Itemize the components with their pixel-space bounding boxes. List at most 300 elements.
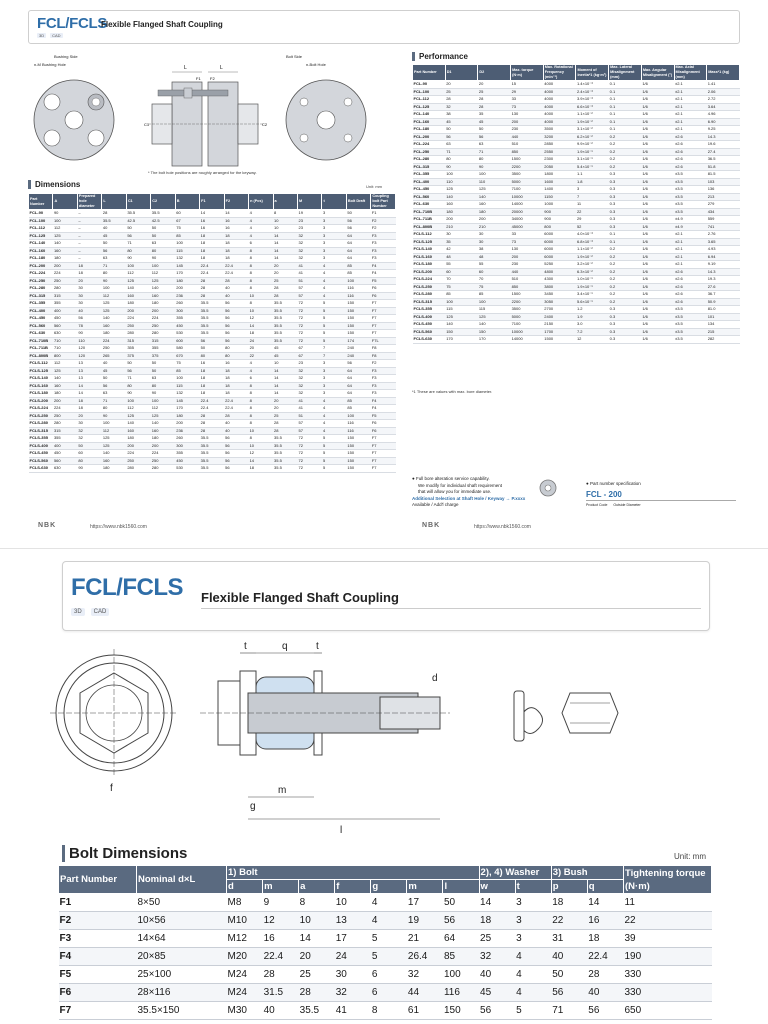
- table-cell: 140: [445, 193, 478, 201]
- table-cell: 24: [335, 948, 371, 966]
- table-cell: 21: [407, 930, 443, 948]
- table-cell: 56: [478, 133, 511, 141]
- spec-title: ● Part number specification: [586, 481, 641, 486]
- table-cell: 56: [443, 912, 479, 930]
- table-cell: 315: [151, 337, 175, 345]
- table-cell: 125: [53, 232, 77, 240]
- table-cell: 67: [297, 352, 321, 360]
- part-number-cell: FCLS-355: [413, 306, 446, 314]
- table-row: [59, 930, 712, 948]
- table-cell: 22.4: [224, 397, 248, 405]
- table-cell: 35.5: [200, 322, 224, 330]
- brand-title-zoomed: FCL/FCLS: [71, 574, 183, 601]
- part-number-cell: FCL-355: [29, 300, 53, 308]
- table-cell: 190: [624, 948, 712, 966]
- table-cell: 355: [175, 450, 199, 458]
- table-cell: 560: [53, 322, 77, 330]
- table-cell: 1800: [543, 171, 576, 179]
- table-cell: F3: [371, 232, 396, 240]
- table-cell: 35.5: [273, 435, 297, 443]
- part-number-cell: FCL-355: [413, 171, 446, 179]
- table-cell: 1/6: [641, 276, 674, 284]
- part-number-cell: FCLS-112: [413, 231, 446, 239]
- table-cell: 160: [53, 382, 77, 390]
- table-cell: 6: [249, 240, 273, 248]
- table-header: M: [297, 194, 321, 210]
- table-cell: 18: [479, 912, 515, 930]
- table-cell: 3: [322, 217, 346, 225]
- table-cell: 72: [297, 465, 321, 473]
- table-cell: 0.1: [609, 126, 642, 134]
- part-number-cell: FCLS-160: [29, 382, 53, 390]
- table-cell: 22: [624, 912, 712, 930]
- col-bolt: 1) Bolt: [227, 866, 480, 880]
- table-row: [29, 247, 396, 255]
- table-cell: 1.1: [576, 171, 609, 179]
- table-cell: F5: [371, 412, 396, 420]
- additional-selection-link[interactable]: Additional Selection at Shaft Hole / Keyway → P.xxxx: [412, 495, 526, 501]
- table-cell: F5: [371, 277, 396, 285]
- table-cell: 56: [224, 450, 248, 458]
- table-row: [413, 208, 740, 216]
- table-cell: 160: [126, 427, 150, 435]
- table-cell: 0.2: [609, 253, 642, 261]
- table-cell: 56: [102, 382, 126, 390]
- table-cell: 56: [102, 247, 126, 255]
- table-cell: 72: [297, 435, 321, 443]
- table-cell: F4: [371, 405, 396, 413]
- table-cell: 180: [102, 465, 126, 473]
- table-cell: 8: [249, 270, 273, 278]
- table-cell: 150: [346, 465, 370, 473]
- table-row: [29, 225, 396, 233]
- table-cell: 125: [102, 442, 126, 450]
- table-cell: 40: [224, 420, 248, 428]
- table-cell: 215: [707, 328, 740, 336]
- table-cell: 16: [587, 912, 623, 930]
- table-cell: ±2.1: [674, 88, 707, 96]
- table-cell: 170: [175, 405, 199, 413]
- table-cell: M8: [227, 894, 263, 912]
- table-cell: 630: [53, 330, 77, 338]
- table-row: [413, 261, 740, 269]
- table-cell: 3: [515, 912, 551, 930]
- table-cell: 40: [102, 225, 126, 233]
- table-row: [29, 240, 396, 248]
- table-cell: 29: [511, 88, 544, 96]
- table-cell: 0.3: [609, 336, 642, 344]
- table-cell: 28: [224, 277, 248, 285]
- table-cell: 45: [479, 984, 515, 1002]
- footer-url-left[interactable]: https://www.nbk1560.com: [90, 524, 147, 530]
- table-cell: 57: [297, 292, 321, 300]
- bolt-side-section: [200, 653, 450, 819]
- table-cell: 4: [249, 367, 273, 375]
- table-cell: 280: [53, 420, 77, 428]
- table-cell: 279: [707, 201, 740, 209]
- table-row: [413, 171, 740, 179]
- table-header: Bolt Draft: [346, 194, 370, 210]
- table-row: [413, 298, 740, 306]
- spec-label-product-code: Product Code: [586, 503, 608, 507]
- table-cell: 85: [346, 270, 370, 278]
- table-cell: 600: [175, 337, 199, 345]
- table-cell: 19: [407, 912, 443, 930]
- table-cell: 32: [297, 255, 321, 263]
- table-cell: 140: [53, 240, 77, 248]
- part-number-cell: FCL-224: [413, 141, 446, 149]
- table-cell: 200: [445, 216, 478, 224]
- table-header: Max. Lateral Misalignment (mm): [609, 65, 642, 81]
- table-cell: ±2.6: [674, 141, 707, 149]
- table-header: A: [53, 194, 77, 210]
- table-cell: 112: [102, 292, 126, 300]
- table-cell: 200: [53, 397, 77, 405]
- table-cell: 250: [126, 457, 150, 465]
- table-cell: 32: [77, 427, 101, 435]
- table-cell: 0.1: [609, 96, 642, 104]
- table-cell: 50: [151, 232, 175, 240]
- table-cell: 18: [587, 930, 623, 948]
- table-cell: 8: [273, 210, 297, 218]
- table-cell: 280: [126, 330, 150, 338]
- table-cell: 5: [322, 315, 346, 323]
- table-cell: 2.4×10⁻³: [576, 88, 609, 96]
- table-cell: 60: [478, 268, 511, 276]
- table-cell: F3: [371, 240, 396, 248]
- table-cell: –: [77, 232, 101, 240]
- table-cell: 64: [346, 382, 370, 390]
- table-cell: 4: [322, 270, 346, 278]
- table-cell: 2150: [543, 321, 576, 329]
- table-row: [29, 412, 396, 420]
- col-part-number: Part Number: [59, 866, 137, 894]
- table-cell: 35.5: [273, 442, 297, 450]
- table-cell: 6.8×10⁻³: [576, 238, 609, 246]
- table-cell: 280: [151, 330, 175, 338]
- table-cell: 0.1: [609, 81, 642, 89]
- table-cell: 112: [151, 270, 175, 278]
- part-number-cell: FCL-315: [413, 163, 446, 171]
- table-cell: 3500: [511, 171, 544, 179]
- table-cell: 710: [53, 337, 77, 345]
- table-cell: ±3.5: [674, 336, 707, 344]
- table-cell: 440: [511, 268, 544, 276]
- table-cell: 150: [346, 322, 370, 330]
- table-cell: –: [77, 240, 101, 248]
- table-header: Prepared hole diameter: [77, 194, 101, 210]
- table-cell: 224: [151, 450, 175, 458]
- table-cell: ±2.1: [674, 261, 707, 269]
- part-number-cell: FCL-560: [413, 193, 446, 201]
- table-row: [29, 375, 396, 383]
- table-cell: ±2.6: [674, 163, 707, 171]
- table-row: [413, 81, 740, 89]
- table-cell: M12: [227, 930, 263, 948]
- table-row: [29, 442, 396, 450]
- table-row: [29, 255, 396, 263]
- table-cell: 1/6: [641, 126, 674, 134]
- table-cell: 300: [175, 442, 199, 450]
- table-row: [413, 88, 740, 96]
- tag-cad[interactable]: CAD: [52, 33, 61, 38]
- table-cell: F2: [371, 217, 396, 225]
- table-cell: 160: [126, 292, 150, 300]
- table-cell: 50: [346, 210, 370, 218]
- part-number-cell: FCLS-400: [29, 442, 53, 450]
- table-cell: 22: [576, 208, 609, 216]
- table-cell: ±2.1: [674, 246, 707, 254]
- table-cell: 35.5: [273, 307, 297, 315]
- table-header: D1: [445, 65, 478, 81]
- table-cell: 28: [200, 277, 224, 285]
- table-cell: 22.4: [224, 262, 248, 270]
- table-cell: 40: [479, 966, 515, 984]
- table-cell: 0.3: [609, 201, 642, 209]
- table-cell: 6.94: [707, 253, 740, 261]
- table-cell: 32: [297, 382, 321, 390]
- table-cell: 18: [200, 247, 224, 255]
- table-row: [413, 276, 740, 284]
- part-number-cell: FCL-250: [29, 277, 53, 285]
- table-cell: 18: [77, 270, 101, 278]
- tag-3d[interactable]: 3D: [71, 608, 85, 616]
- table-cell: 12: [249, 450, 273, 458]
- table-cell: 41: [297, 262, 321, 270]
- table-cell: 741: [707, 223, 740, 231]
- table-row: [413, 283, 740, 291]
- table-cell: 0.3: [609, 223, 642, 231]
- table-cell: 35.5: [273, 315, 297, 323]
- table-cell: 150: [346, 450, 370, 458]
- table-cell: 35.5: [151, 210, 175, 218]
- table-cell: 18: [200, 375, 224, 383]
- footer-url-right[interactable]: https://www.nbk1560.com: [474, 524, 531, 530]
- table-cell: ±2.1: [674, 253, 707, 261]
- table-cell: 140: [102, 450, 126, 458]
- table-row: [413, 96, 740, 104]
- table-row: [413, 178, 740, 186]
- dim-label-L1: L: [184, 65, 187, 71]
- table-header: Max. torque (N·m): [511, 65, 544, 81]
- table-cell: 0.3: [609, 178, 642, 186]
- table-cell: 57: [297, 427, 321, 435]
- table-row: [59, 984, 712, 1002]
- table-cell: 16: [224, 225, 248, 233]
- table-cell: 0.2: [609, 246, 642, 254]
- table-cell: 1/6: [641, 88, 674, 96]
- table-cell: 4: [249, 225, 273, 233]
- table-cell: ±2.6: [674, 298, 707, 306]
- table-cell: 40: [551, 948, 587, 966]
- table-cell: 20: [299, 948, 335, 966]
- table-cell: 3500: [543, 126, 576, 134]
- catalog-page-bottom: [0, 548, 768, 1024]
- page-header: [28, 10, 740, 44]
- table-cell: 28: [273, 420, 297, 428]
- table-cell: 440: [511, 133, 544, 141]
- table-cell: 35.5×150: [137, 1002, 227, 1020]
- drawing-label-m: m: [278, 785, 287, 796]
- table-cell: 3800: [543, 283, 576, 291]
- tag-cad[interactable]: CAD: [91, 608, 110, 616]
- table-cell: 3: [576, 186, 609, 194]
- table-cell: 125: [151, 412, 175, 420]
- table-cell: 56: [224, 322, 248, 330]
- table-cell: F7: [371, 442, 396, 450]
- table-cell: 18: [224, 390, 248, 398]
- table-cell: –: [77, 210, 101, 218]
- table-cell: 14000: [511, 336, 544, 344]
- table-cell: 18: [224, 375, 248, 383]
- table-cell: F7: [371, 457, 396, 465]
- table-cell: 35.5: [273, 337, 297, 345]
- table-cell: 33: [511, 96, 544, 104]
- tag-3d[interactable]: 3D: [39, 33, 45, 38]
- part-number-cell: FCLS-112: [29, 360, 53, 368]
- table-row: [413, 328, 740, 336]
- table-header: B: [175, 194, 199, 210]
- bolt-dimensions-unit: Unit: mm: [674, 852, 706, 861]
- table-cell: 150: [445, 328, 478, 336]
- part-number-spec: [586, 481, 736, 507]
- table-cell: 850: [511, 148, 544, 156]
- table-cell: 100: [445, 171, 478, 179]
- table-cell: 210: [478, 223, 511, 231]
- table-cell: 125: [445, 313, 478, 321]
- table-cell: 14: [273, 247, 297, 255]
- table-cell: 14: [273, 232, 297, 240]
- table-cell: 73: [511, 238, 544, 246]
- table-cell: 31.5: [263, 984, 299, 1002]
- table-cell: 56: [224, 307, 248, 315]
- table-cell: 116: [443, 984, 479, 1002]
- table-cell: 35.5: [273, 330, 297, 338]
- table-cell: 5: [322, 457, 346, 465]
- table-cell: 160: [53, 247, 77, 255]
- table-cell: 6: [249, 375, 273, 383]
- table-cell: 90: [77, 330, 101, 338]
- table-header: Part Number: [413, 65, 446, 81]
- table-cell: 20: [273, 262, 297, 270]
- table-cell: 20: [273, 270, 297, 278]
- table-cell: 3450: [543, 291, 576, 299]
- bushing-side-view: [34, 80, 114, 160]
- part-number-cell: FCLS-560: [29, 457, 53, 465]
- table-cell: 200: [53, 262, 77, 270]
- table-cell: 75: [445, 283, 478, 291]
- table-cell: 9.9×10⁻²: [576, 141, 609, 149]
- table-cell: 14: [273, 390, 297, 398]
- table-cell: 56: [445, 133, 478, 141]
- table-cell: 0.3: [609, 306, 642, 314]
- table-header: Max. Rotational Frequency (min⁻¹): [543, 65, 576, 81]
- table-row: [29, 450, 396, 458]
- table-cell: 10: [249, 307, 273, 315]
- table-cell: 14.3: [707, 268, 740, 276]
- table-cell: 125: [151, 277, 175, 285]
- table-cell: 3: [322, 390, 346, 398]
- table-cell: 5: [371, 930, 407, 948]
- table-cell: 5000: [511, 313, 544, 321]
- table-cell: 4.93: [707, 246, 740, 254]
- table-cell: ±2.6: [674, 276, 707, 284]
- table-cell: 36.5: [707, 156, 740, 164]
- service-line: that will allow you for immediate use.: [418, 489, 492, 494]
- brand-title: FCL/FCLS: [37, 15, 108, 32]
- table-cell: 210: [445, 223, 478, 231]
- table-row: [29, 352, 396, 360]
- table-cell: 1600: [543, 178, 576, 186]
- table-cell: 5: [322, 307, 346, 315]
- table-cell: 8×50: [137, 894, 227, 912]
- table-cell: 50: [151, 360, 175, 368]
- table-cell: 25: [273, 277, 297, 285]
- table-cell: ±3.5: [674, 208, 707, 216]
- table-header: t: [322, 194, 346, 210]
- table-cell: 22.4: [200, 397, 224, 405]
- table-header: Part Number: [29, 194, 53, 210]
- table-cell: 63: [151, 375, 175, 383]
- bushing-side-label: Bushing Side: [54, 54, 78, 59]
- table-cell: 8: [249, 247, 273, 255]
- table-cell: ±2.1: [674, 126, 707, 134]
- table-cell: 56: [200, 337, 224, 345]
- table-cell: 150: [346, 330, 370, 338]
- table-cell: 180: [53, 390, 77, 398]
- table-cell: 41: [297, 405, 321, 413]
- table-cell: 120: [77, 345, 101, 353]
- table-cell: 14: [587, 894, 623, 912]
- table-cell: 30: [77, 420, 101, 428]
- table-cell: 32: [407, 966, 443, 984]
- table-cell: 22.4: [587, 948, 623, 966]
- table-cell: 1/6: [641, 313, 674, 321]
- table-cell: 4: [322, 427, 346, 435]
- coupling-diagram: [28, 52, 400, 178]
- table-cell: 330: [624, 966, 712, 984]
- table-cell: 42: [445, 246, 478, 254]
- table-cell: 63: [445, 141, 478, 149]
- table-cell: 32: [297, 240, 321, 248]
- table-cell: 40: [102, 360, 126, 368]
- table-cell: 200: [151, 307, 175, 315]
- part-number-cell: FCLS-560: [413, 328, 446, 336]
- table-cell: 250: [126, 322, 150, 330]
- table-cell: 0.2: [609, 283, 642, 291]
- tag-list: [37, 33, 63, 38]
- table-cell: 22.4: [200, 262, 224, 270]
- table-cell: 51.8: [707, 163, 740, 171]
- part-number-cell: FCLS-224: [29, 405, 53, 413]
- table-cell: 14000: [511, 201, 544, 209]
- table-cell: 300: [175, 307, 199, 315]
- table-cell: 160: [151, 427, 175, 435]
- table-cell: 72: [297, 337, 321, 345]
- part-number-cell: FCL-710B: [29, 337, 53, 345]
- table-cell: 6: [371, 984, 407, 1002]
- nbk-logo-right: NBK: [422, 522, 441, 529]
- table-cell: 5: [322, 300, 346, 308]
- table-cell: 50: [102, 240, 126, 248]
- table-cell: 180: [53, 255, 77, 263]
- table-cell: 35.5: [126, 210, 150, 218]
- table-subheader: d: [227, 880, 263, 894]
- table-cell: 7100: [511, 321, 544, 329]
- table-cell: F7: [371, 307, 396, 315]
- table-cell: F1: [371, 210, 396, 218]
- table-row: [413, 238, 740, 246]
